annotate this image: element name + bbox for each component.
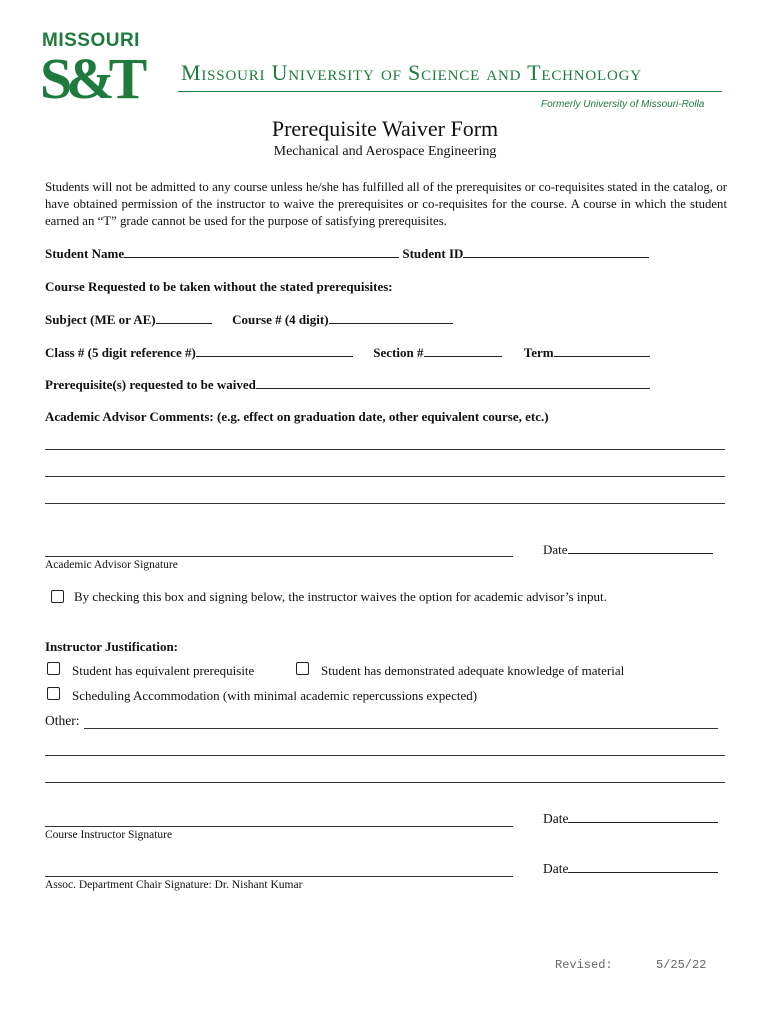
- waive-advisor-checkbox[interactable]: [51, 590, 64, 603]
- other-label: Other:: [45, 713, 80, 728]
- instructor-signature-label: Course Instructor Signature: [45, 829, 173, 841]
- advisor-signature-line[interactable]: [45, 556, 513, 557]
- equivalent-prereq-label: Student has equivalent prerequisite: [72, 663, 255, 678]
- advisor-comments-heading: Academic Advisor Comments: (e.g. effect on graduation date, other equivalent course, etc.): [45, 409, 549, 424]
- formerly-name: Formerly University of Missouri-Rolla: [541, 99, 705, 110]
- instructor-date-row: [543, 811, 718, 827]
- class-number-label: Class # (5 digit reference #): [45, 345, 196, 360]
- course-requested-heading: Course Requested to be taken without the stated prerequisites:: [45, 279, 393, 294]
- logo-missouri-text: MISSOURI: [42, 30, 140, 51]
- chair-signature-label: Assoc. Department Chair Signature: Dr. Nishant Kumar: [45, 879, 303, 891]
- department-name: Mechanical and Aerospace Engineering: [273, 144, 497, 159]
- prereq-waived-field[interactable]: [256, 377, 650, 389]
- prereq-row: [45, 377, 650, 393]
- advisor-date-row: [543, 542, 713, 558]
- chair-signature-line[interactable]: [45, 876, 513, 877]
- adequate-knowledge-checkbox[interactable]: [296, 662, 309, 675]
- advisor-date-field[interactable]: [568, 542, 713, 554]
- revised-label: Revised:: [555, 958, 613, 972]
- adequate-knowledge-label: Student has demonstrated adequate knowledge of material: [321, 663, 625, 678]
- student-id-label: Student ID: [402, 246, 464, 261]
- waive-advisor-label: By checking this box and signing below, the instructor waives the option for academic advisor’s input.: [74, 589, 607, 604]
- prereq-waived-label: Prerequisite(s) requested to be waived: [45, 377, 256, 392]
- term-label: Term: [523, 345, 554, 360]
- scheduling-accommodation-label: Scheduling Accommodation (with minimal academic repercussions expected): [72, 688, 478, 703]
- course-number-field[interactable]: [329, 312, 453, 324]
- course-number-label: Course # (4 digit): [232, 312, 329, 327]
- class-row: [45, 345, 650, 361]
- chair-date-label: Date: [543, 861, 569, 876]
- instructor-justification-heading: Instructor Justification:: [45, 639, 179, 654]
- advisor-date-label: Date: [543, 542, 568, 557]
- university-name: Missouri University of Science and Technology: [181, 60, 642, 85]
- equivalent-prereq-checkbox[interactable]: [47, 662, 60, 675]
- advisor-comment-line[interactable]: [45, 449, 725, 450]
- student-name-field[interactable]: [124, 246, 399, 258]
- intro-paragraph: Students will not be admitted to any course unless he/she has fulfilled all of the prerequisites or co-requisites stated in the catalog, or have obtained permission of the instructor to waive the prerequisites or co-requisites for the course. A course in which the student earned an “T” grade cannot be used for the purpose of satisfying prerequisites.: [45, 180, 727, 228]
- logo-st-mark: S&T: [40, 46, 142, 111]
- subject-row: [45, 312, 453, 328]
- advisor-comment-line[interactable]: [45, 476, 725, 477]
- section-label: Section #: [373, 345, 424, 360]
- other-line[interactable]: [45, 782, 725, 783]
- chair-date-row: [543, 861, 718, 877]
- advisor-comment-line[interactable]: [45, 503, 725, 504]
- subject-field[interactable]: [156, 312, 212, 324]
- chair-date-field[interactable]: [568, 861, 718, 873]
- student-name-row: [45, 246, 649, 262]
- section-field[interactable]: [424, 345, 502, 357]
- class-number-field[interactable]: [196, 345, 353, 357]
- other-line[interactable]: [45, 755, 725, 756]
- revised-date: 5/25/22: [656, 958, 707, 972]
- other-field[interactable]: [84, 728, 718, 729]
- advisor-signature-label: Academic Advisor Signature: [45, 559, 178, 571]
- instructor-date-label: Date: [543, 811, 569, 826]
- scheduling-accommodation-checkbox[interactable]: [47, 687, 60, 700]
- subject-label: Subject (ME or AE): [45, 312, 156, 327]
- instructor-date-field[interactable]: [568, 811, 718, 823]
- term-field[interactable]: [554, 345, 650, 357]
- student-id-field[interactable]: [463, 246, 649, 258]
- form-title: Prerequisite Waiver Form: [271, 116, 499, 141]
- student-name-label: Student Name: [45, 246, 125, 261]
- header-rule: [178, 91, 722, 92]
- instructor-signature-line[interactable]: [45, 826, 513, 827]
